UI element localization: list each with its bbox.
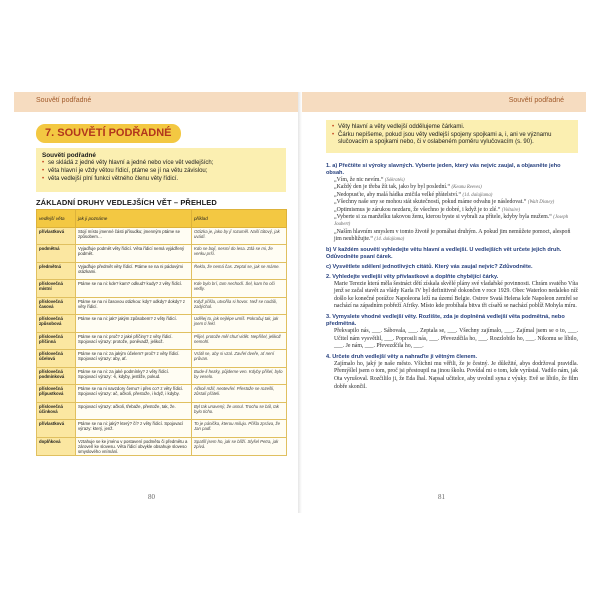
clause-type-cell: příslovečná účelová — [37, 350, 76, 368]
recognition-cell: Stojí místo jmenné části přísudku; jmenným ptáme se způsobem… — [76, 227, 192, 245]
exercise-1c-task: c) Vysvětlete sdělení jednotlivých citátů. Který vás zaujal nejvíc? Zdůvodněte. — [326, 263, 533, 270]
quote-source: (Sókratés) — [384, 178, 405, 183]
clause-type-cell: podmětná — [37, 245, 76, 263]
exercise-2-task: 2. Vyhledejte vedlejší věty přívlastkové a doplňte chybějící čárky. — [326, 273, 499, 280]
quote-source: (14. dalajlama) — [374, 237, 405, 243]
clause-type-cell: příslovečná příčinná — [37, 332, 76, 350]
comma-rule-box — [326, 120, 578, 153]
exercise-2-text: Marie Terezie která měla šestnáct dětí získala skvělé plány své vladařské povinnosti. Chrám svatého Víta jenž se začal stavět za vlády Karla IV byl definitivně dokončen v roce 1929. Obec Waterloo nedaleko níž došlo ke konečné porážce Napoleona leží na území Belgie. Ostrov Svatá Helena kde Napoleon zemřel se nachází na západním pobřeží Afriky. Místo kde probíhala bitva tři císařů se nachází poblíž Mohyla míru. — [334, 280, 578, 310]
chapter-title: 7. SOUVĚTÍ PODŘADNÉ — [36, 124, 181, 143]
running-head: Souvětí podřadné — [36, 97, 92, 104]
left-page — [14, 92, 298, 513]
page-number: 80 — [148, 493, 155, 501]
example-cell: Udělej to, jak nejlépe umíš. Pokračuj tak, jak jsem ti řekl. — [192, 315, 287, 333]
table-header-cell: příklad — [192, 210, 287, 228]
recognition-cell: Vyjadřuje předmět věty řídicí. Ptáme se na ni pádovými otázkami. — [76, 262, 192, 280]
exercise-1-task: 1. a) Přečtěte si výroky slavných. Vyberte jeden, který vás nejvíc zaujal, a objasněte jeho obsah. — [326, 163, 561, 176]
quote-text: „Naším hlavním smyslem v tomto životě je pomáhat druhým. A pokud jim nemůžete pomoct, alespoň jim neubližujte.“ — [334, 228, 571, 243]
clause-types-table — [36, 209, 287, 456]
recognition-cell: Vyjadřuje podmět věty řídicí. Věta řídicí nemá vyjádřený podmět. — [76, 245, 192, 263]
table-row — [37, 437, 287, 456]
clause-type-cell: předmětná — [37, 262, 76, 280]
table-row — [37, 332, 287, 350]
rule-item: • Věty hlavní a věty vedlejší oddělujeme čárkami. — [332, 124, 572, 132]
example-cell: Bude-li hezky, půjdeme ven. Kdyby přišel, bylo by veselo. — [192, 367, 287, 385]
table-row — [37, 420, 287, 438]
clause-type-cell: příslovečná přípustková — [37, 385, 76, 403]
table-row — [37, 350, 287, 368]
clause-type-cell: doplňková — [37, 437, 76, 456]
example-cell: Když přišla, utvořila si hovor. Než se nadáli, zadýchal. — [192, 297, 287, 315]
rule-item: • věta hlavní je vždy větou řídicí, ptáme se jí na větu závislou; — [42, 168, 280, 176]
quote-text: „Každý den je třeba žít tak, jako by byl poslední.“ — [334, 184, 451, 191]
example-cell: Přijel, protože měl chuť vidět. Nepřišel, jelikož nemohl. — [192, 332, 287, 350]
example-cell: Ačkoli mžil, neotevřel. Přestože se rozešli, zůstali přáteli. — [192, 385, 287, 403]
clause-type-cell: přívlastková — [37, 420, 76, 438]
comma-rule-list — [332, 124, 572, 147]
running-head: Souvětí podřadné — [508, 97, 564, 104]
exercise-4-text: Zajímalo ho, jaký je naše město. Všichni mu věřili, že je čestný. Je důležité, abys dodržoval pravidla. Přemýšlel jsem o tom, proč jsi přestoupil na jinou školu. Povídal mi o tom, kde vyrůstal. Vadilo nám, jak Ota vyrušoval. Rozčililo ji, že Eda lhal. Napsal učitelce, aby uvolnil syna z výuky. Evě se líbilo, že film dobře skončil. — [334, 360, 578, 390]
exercises — [326, 160, 578, 391]
quote-line — [326, 214, 578, 229]
table-row — [37, 402, 287, 420]
quote-text: „Vím, že nic nevím.“ — [334, 177, 384, 183]
quote-line — [326, 229, 578, 244]
clause-type-cell: příslovečná podmínková — [37, 367, 76, 385]
example-cell: Kde bylo brí, tam nechodí. Šel, kam ho oči vedly. — [192, 280, 287, 298]
table-body — [37, 227, 287, 456]
quote-text: „Nedopusťte, aby malá hádka zničila velké přátelství.“ — [334, 191, 462, 198]
recognition-cell: Ptáme se na ni: jak? jakým způsobem? z věty řídicí. — [76, 315, 192, 333]
table-heading: ZÁKLADNÍ DRUHY VEDLEJŠÍCH VĚT – PŘEHLED — [36, 198, 217, 207]
table-row — [37, 262, 287, 280]
quote-source: (14. dalajlama) — [462, 192, 493, 198]
clause-type-cell: příslovečná účinková — [37, 402, 76, 420]
example-cell: Kdo se bojí, nesmí do lesa. Zdá se mi, že venku prší. — [192, 245, 287, 263]
example-cell: Spatřil jsem ho, jak se blíží. Slyšel Petra, jak zpívá. — [192, 437, 287, 456]
rule-item: • Čárku nepíšeme, pokud jsou věty vedlejší spojeny spojkami a, i, ani ve významu slučovacím a spojkami nebo, či v oslabeném poměru vylučovacím (s. 90). — [332, 132, 572, 147]
recognition-cell: Ptáme se na ni: proč? z jaké příčiny? z věty řídicí. Spojovací výrazy: protože, poněvadž, jelikož. — [76, 332, 192, 350]
example-cell: Řekla, že nemá čas. Zeptal se, jak se máme. — [192, 262, 287, 280]
right-page — [302, 92, 586, 513]
example-cell: To je pánička, kterou miluju. Přišla zpráva, že Jan padl. — [192, 420, 287, 438]
quote-line — [326, 207, 578, 214]
exercise-3-text: Překvapilo nás, ___. Sábovala, ___. Zeptala se, ___. Všechny zajímalo, ___. Zajímal jsem se o to, ___. Učitel nám vysvětlil, ___. Poprosili nás, ___. Převezdčila ho, ___. Rozzlobilo ho, ___. Nikomu se líbilo, ___. Je nám, ___. Převezdčila ho, ___. — [334, 328, 578, 350]
table-row — [37, 245, 287, 263]
table-header-cell: vedlejší věta — [37, 210, 76, 228]
rule-item: • věta vedlejší plní funkci větného členu věty řídicí. — [42, 176, 280, 184]
table-row — [37, 280, 287, 298]
recognition-cell: Ptáme se na ni: jaký? který? čí? z věty řídicí. Spojovací výrazy: který, jenž. — [76, 420, 192, 438]
rule-box-title: Souvětí podřadné — [42, 152, 96, 159]
example-cell: Otázka je, jako by jí rozuměl. Naší tátový, jak uvádí. — [192, 227, 287, 245]
exercise-3-task: 3. Vymyslete vhodné vedlejší věty. Rozlište, zda je doplněná vedlejší věta podmětná, nebo předmětná. — [326, 314, 565, 328]
table-header-cell: jak ji poznáme — [76, 210, 192, 228]
recognition-cell: Ptáme se na ni: kde? kam? odkud? kudy? z věty řídicí. — [76, 280, 192, 298]
exercise-1b-task: b) V každém souvětí vyhledejte větu hlavní a vedlejší. U vedlejších vět určete jejich druh. Odůvodněte psaní čárek. — [326, 246, 562, 260]
recognition-cell: Ptáme se na ni: za jakým účelem? proč? z věty řídicí. Spojovací výrazy: aby, ať. — [76, 350, 192, 368]
quote-list — [326, 177, 578, 244]
quote-text: „Všechny naše sny se mohou stát skutečností, pokud máme odvahu je následovat.“ — [334, 199, 527, 206]
recognition-cell: Vztahuje se ke jménu v postavení podmětu či předmětu a zároveň ke slovesu. Věta řídicí obvykle obsahuje sloveso smyslového vnímání. — [76, 437, 192, 456]
recognition-cell: Ptáme se na ni navzdory čemu? i přes co? z věty řídicí. Spojovací výrazy: ač, ačkoli, přestože, i když, i kdyby. — [76, 385, 192, 403]
quote-text: „Vyberte si za manželku takovou ženu, kterou byste si vybrali za přítele, kdyby byla mužem.“ — [334, 214, 552, 221]
quote-source: (Walt Disney) — [527, 200, 555, 206]
quote-line — [326, 184, 578, 191]
table-row — [37, 227, 287, 245]
clause-type-cell: příslovečná časová — [37, 297, 76, 315]
book-spread — [14, 92, 586, 513]
quote-text: „Optimismus je zárukou nezdaru, že všechno je dobré, i když je to zlé.“ — [334, 206, 501, 213]
recognition-cell: Ptáme se na ni časovou otázkou: kdy? odkdy? dokdy? z věty řídicí. — [76, 297, 192, 315]
example-cell: Byl tak unavený, že usnul. Trochu se bál, tak bylo ticho. — [192, 402, 287, 420]
quote-source: (Joseph Joubert) — [334, 215, 569, 228]
example-cell: Vrátil se, aby si vzal. Zavřel dveře, ať není průvan. — [192, 350, 287, 368]
quote-line — [326, 199, 578, 206]
clause-type-cell: přívlastková — [37, 227, 76, 245]
clause-type-cell: příslovečná místní — [37, 280, 76, 298]
exercise-4-task: 4. Určete druh vedlejší věty a nahraďte ji větným členem. — [326, 353, 478, 360]
recognition-cell: Spojovací výrazy: ačkoli, třebaže, přestože, tak, že. — [76, 402, 192, 420]
table-row — [37, 297, 287, 315]
rule-list — [42, 160, 280, 183]
quote-source: (Voltaire) — [501, 207, 520, 213]
clause-type-cell: příslovečná způsobová — [37, 315, 76, 333]
recognition-cell: Ptáme se na ni: za jaké podmínky? z věty řídicí. Spojovací výrazy: -li, kdyby, jestliže, pokud. — [76, 367, 192, 385]
table-row — [37, 367, 287, 385]
rule-item: • se skládá z jedné věty hlavní a jedné nebo více vět vedlejších; — [42, 160, 280, 168]
page-number: 81 — [438, 493, 445, 501]
rule-box — [36, 148, 286, 192]
table-row — [37, 315, 287, 333]
quote-source: (Keanu Reeves) — [451, 185, 482, 191]
table-row — [37, 385, 287, 403]
table-header-row — [37, 210, 287, 228]
